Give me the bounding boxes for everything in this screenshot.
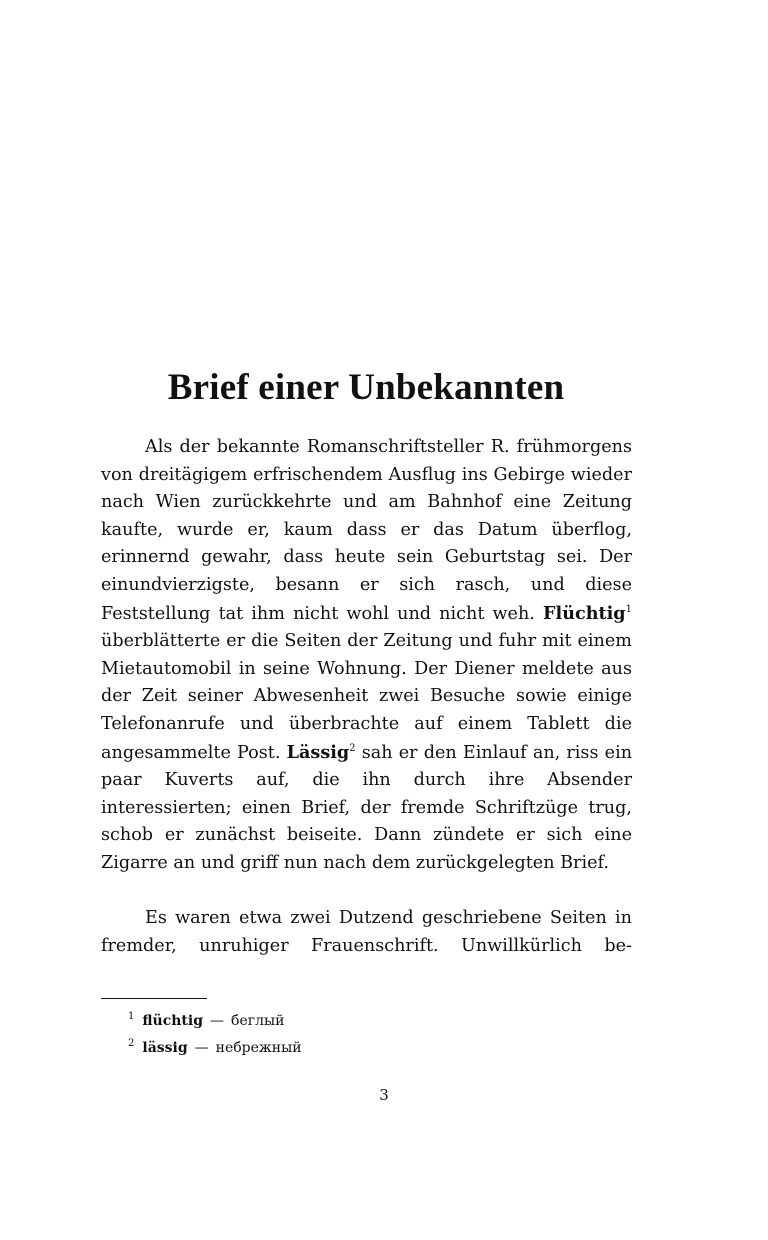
footnote-dash: — [210,1013,225,1029]
footnote-word: flüchtig [142,1013,204,1029]
vocab-word-laessig [287,742,356,763]
paragraph-1-part-2: überblätterte er die Seiten der Zeitung und fuhr mit einem Mietautomobil in seine Wohnung. Der Diener meldete aus der Zeit seiner Abwesenheit zwei Besuche sowie einige Telefonanrufe und überbrachte auf einem Tablett die angesammelte Post. [101,631,632,763]
footnote-marker-2: 2 [349,742,356,754]
vocab-word-laessig-text: Lässig [286,741,350,763]
vocab-word-fluechtig-text: Flüchtig [543,602,626,624]
body-text [101,434,632,960]
footnote-marker-1: 1 [625,603,632,615]
footnote-translation: небрежный [215,1040,302,1056]
vocab-word-fluechtig [543,603,632,624]
paragraph-1-part-3: sah er den Einlauf an, riss ein paar Kuverts auf, die ihn durch ihre Absender interessierten; einen Brief, der fremde Schriftzüge trug, schob er zunächst beiseite. Dann zündete er sich eine Zigarre an und griff nun nach dem zurückgelegten Brief. [101,742,633,873]
paragraph-2: Es waren etwa zwei Dutzend geschriebene Seiten in fremder, unruhiger Frauenschrift. Unwillkürlich be- [101,908,632,956]
footnote-translation: беглый [231,1013,285,1029]
chapter-title: Brief einer Unbekannten [167,367,565,408]
footnotes [128,1008,302,1062]
paragraph-spacer [101,878,632,906]
footnote-divider [101,998,207,999]
paragraph-1 [101,434,632,878]
page-number: 3 [379,1086,389,1104]
paragraph-1-part-1: Als der bekannte Romanschriftsteller R. frühmorgens von dreitägigem erfrischendem Ausflug ins Gebirge wieder nach Wien zurückkehrte und am Bahnhof eine Zeitung kaufte, wurde er, kaum dass er das Datum überflog, erinnernd gewahr, dass heute sein Geburtstag sei. Der einundvierzigste, besann er sich rasch, und diese Feststellung tat ihm nicht wohl und nicht weh. [101,437,632,624]
footnote-dash: — [194,1040,209,1056]
footnote-2: 2 lässig — небрежный [128,1038,302,1056]
footnote-1: 1 flüchtig — беглый [128,1011,285,1029]
footnote-word: lässig [142,1040,188,1056]
